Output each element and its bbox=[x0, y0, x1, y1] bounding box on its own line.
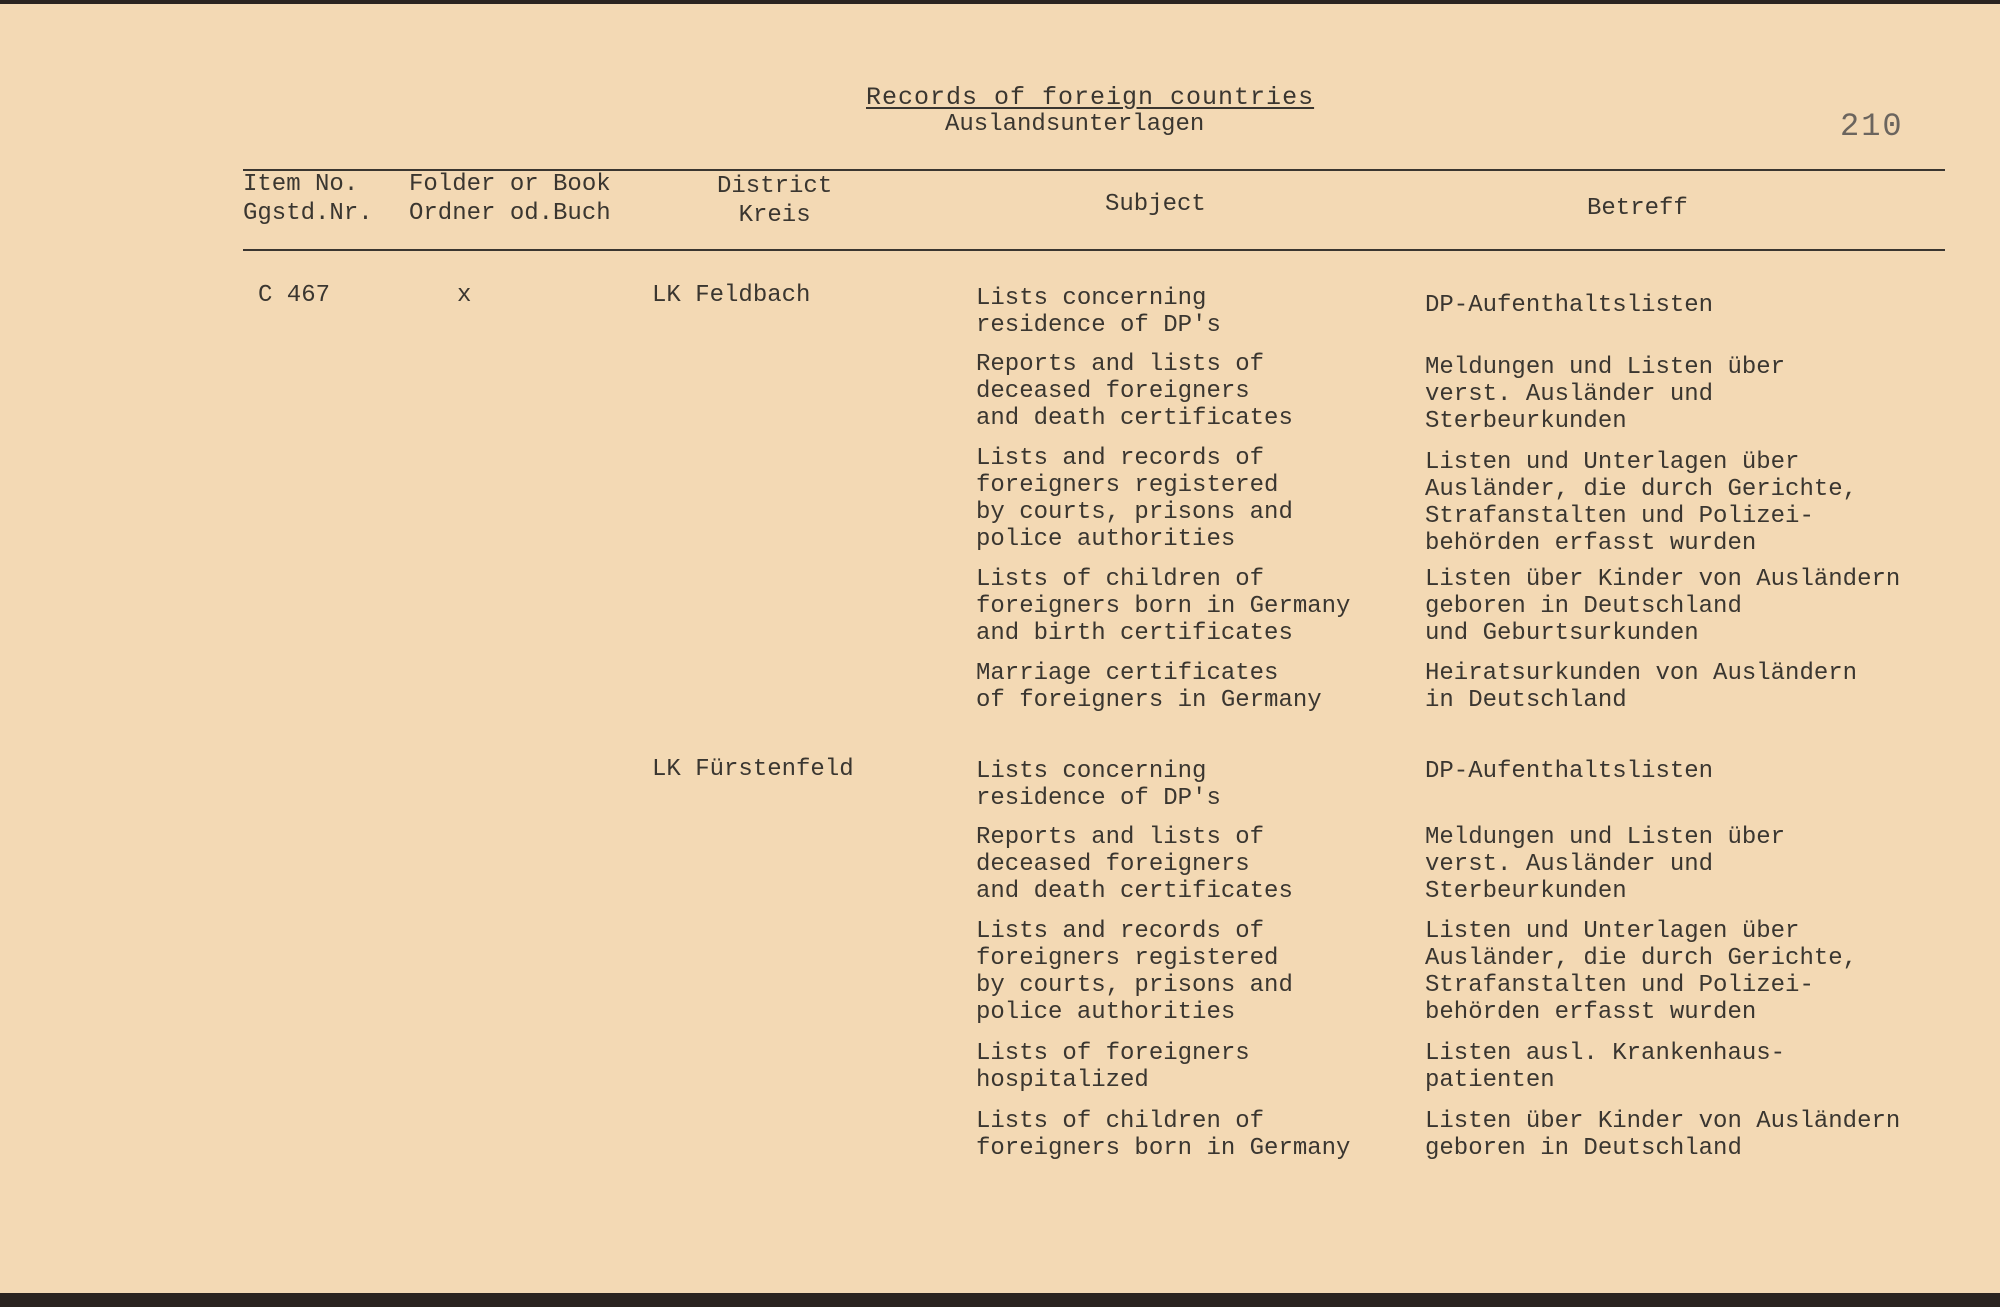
subject-cell: Lists concerning residence of DP's bbox=[976, 285, 1221, 339]
subject-cell: Lists of children of foreigners born in Germany and birth certificates bbox=[976, 566, 1351, 647]
subject-cell: Reports and lists of deceased foreigners and death certificates bbox=[976, 824, 1293, 905]
item-number: C 467 bbox=[258, 282, 331, 309]
subject-cell: Lists of children of foreigners born in Germany bbox=[976, 1108, 1351, 1162]
page-number: 210 bbox=[1840, 108, 1904, 145]
column-header-district-en: District bbox=[717, 173, 833, 200]
subject-cell: Reports and lists of deceased foreigners and death certificates bbox=[976, 351, 1293, 432]
betreff-cell: Heiratsurkunden von Ausländern in Deutschland bbox=[1425, 660, 1858, 714]
folder-mark: x bbox=[457, 282, 472, 309]
betreff-cell: DP-Aufenthaltslisten bbox=[1425, 292, 1714, 319]
column-header-item-en: Item No. bbox=[243, 171, 359, 198]
column-header-folder bbox=[409, 170, 611, 228]
column-header-item-de: Ggstd.Nr. bbox=[243, 200, 373, 227]
column-header-district bbox=[717, 172, 832, 230]
document-subtitle: Auslandsunterlagen bbox=[945, 111, 1205, 138]
subject-cell: Lists concerning residence of DP's bbox=[976, 758, 1221, 812]
document-page bbox=[0, 4, 2000, 1297]
betreff-cell: Listen und Unterlagen über Ausländer, die durch Gerichte, Strafanstalten und Polizei- behörden erfasst wurden bbox=[1425, 918, 1858, 1026]
subject-cell: Lists and records of foreigners registered by courts, prisons and police authorities bbox=[976, 445, 1293, 553]
subject-cell: Lists and records of foreigners registered by courts, prisons and police authorities bbox=[976, 918, 1293, 1026]
subject-cell: Marriage certificates of foreigners in Germany bbox=[976, 660, 1322, 714]
column-header-folder-en: Folder or Book bbox=[409, 171, 611, 198]
header-rule-bottom bbox=[243, 249, 1945, 251]
subject-cell: Lists of foreigners hospitalized bbox=[976, 1040, 1250, 1094]
betreff-cell: Meldungen und Listen über verst. Ausländer und Sterbeurkunden bbox=[1425, 354, 1786, 435]
column-header-district-de: Kreis bbox=[738, 202, 811, 229]
column-header-folder-de: Ordner od.Buch bbox=[409, 200, 611, 227]
betreff-cell: Listen ausl. Krankenhaus- patienten bbox=[1425, 1040, 1786, 1094]
document-title: Records of foreign countries bbox=[866, 83, 1315, 112]
betreff-cell: Listen über Kinder von Ausländern geboren in Deutschland bbox=[1425, 1108, 1901, 1162]
page-bottom-edge bbox=[0, 1293, 2000, 1307]
column-header-betreff: Betreff bbox=[1587, 195, 1688, 222]
betreff-cell: DP-Aufenthaltslisten bbox=[1425, 758, 1714, 785]
column-header-subject: Subject bbox=[1105, 191, 1206, 218]
betreff-cell: Listen und Unterlagen über Ausländer, die durch Gerichte, Strafanstalten und Polizei- behörden erfasst wurden bbox=[1425, 449, 1858, 557]
betreff-cell: Listen über Kinder von Ausländern geboren in Deutschland und Geburtsurkunden bbox=[1425, 566, 1901, 647]
district-name: LK Fürstenfeld bbox=[652, 756, 854, 783]
betreff-cell: Meldungen und Listen über verst. Ausländer und Sterbeurkunden bbox=[1425, 824, 1786, 905]
district-name: LK Feldbach bbox=[652, 282, 811, 309]
column-header-item bbox=[243, 170, 373, 228]
